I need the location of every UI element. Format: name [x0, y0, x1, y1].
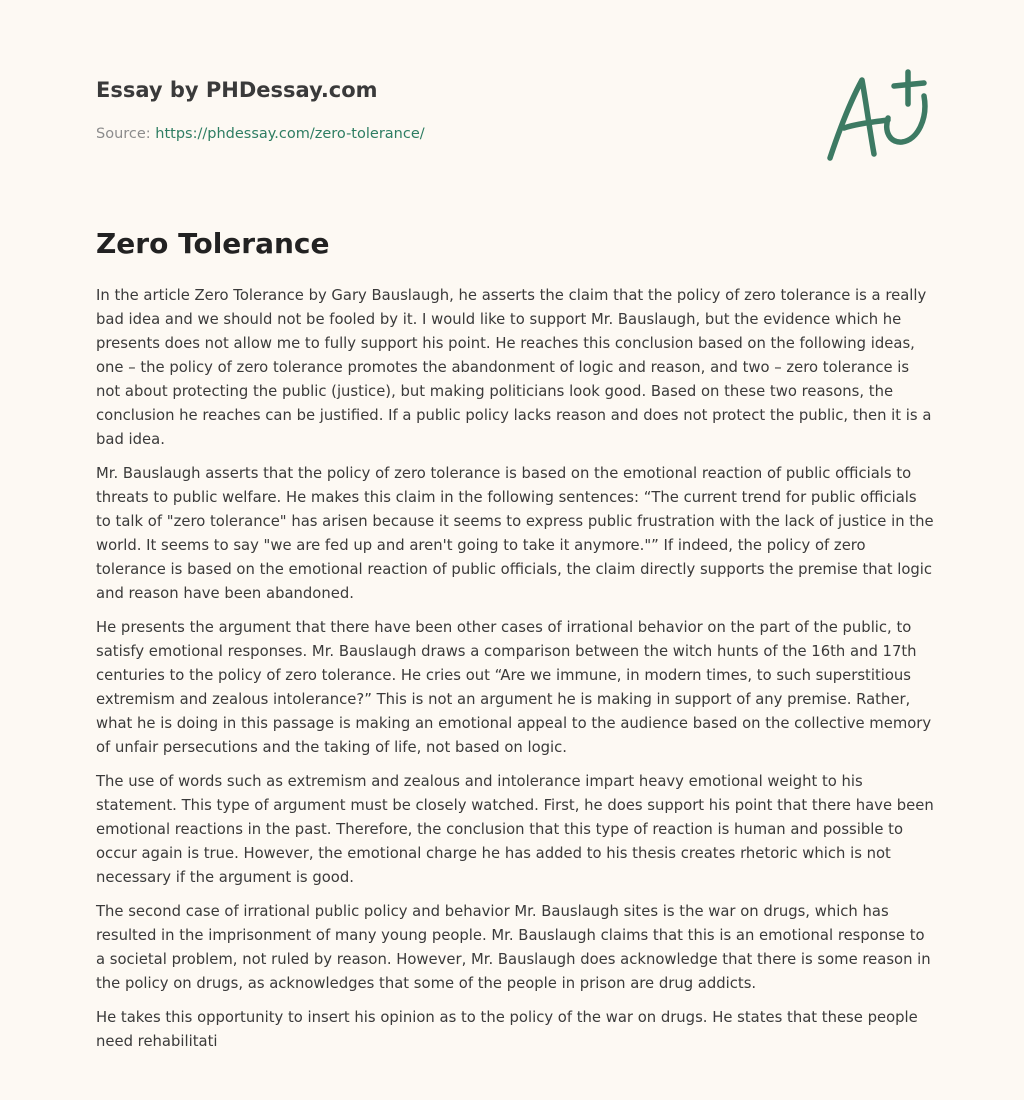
a-plus-logo-icon [820, 66, 930, 166]
source-link[interactable]: https://phdessay.com/zero-tolerance/ [155, 126, 425, 142]
paragraph: The second case of irrational public policy and behavior Mr. Bauslaugh sites is the war on drugs, which has resulted in the imprisonment of many young people. Mr. Bauslaugh claims that this is an emotional response to a societal problem, not ruled by reason. However, Mr. Bauslaugh does acknowledge that there is some reason in the policy on drugs, as acknowledges that some of the people in prison are drug addicts. [96, 903, 931, 992]
paragraph: In the article Zero Tolerance by Gary Bauslaugh, he asserts the claim that the policy of zero tolerance is a really bad idea and we should not be fooled by it. I would like to support Mr. Bauslaugh, but the evidence which he presents does not allow me to fully support his point. He reaches this conclusion based on the following ideas, one – the policy of zero tolerance promotes the abandonment of logic and reason, and two – zero tolerance is not about protecting the public (justice), but making politicians look good. Based on these two reasons, the conclusion he reaches can be justified. If a public policy lacks reason and does not protect the public, then it is a bad idea. [96, 287, 932, 448]
source-line [96, 124, 928, 144]
paragraph: The use of words such as extremism and zealous and intolerance impart heavy emotional weight to his statement. This type of argument must be closely watched. First, he does support his point that there have been emotional reactions in the past. Therefore, the conclusion that this type of reaction is human and possible to occur again is true. However, the emotional charge he has added to his thesis creates rhetoric which is not necessary if the argument is good. [96, 773, 934, 886]
paragraph: Mr. Bauslaugh asserts that the policy of zero tolerance is based on the emotional reaction of public officials to threats to public welfare. He makes this claim in the following sentences: “The current trend for public officials to talk of "zero tolerance" has arisen because it seems to express public frustration with the lack of justice in the world. It seems to say "we are fed up and aren't going to take it anymore."” If indeed, the policy of zero tolerance is based on the emotional reaction of public officials, the claim directly supports the premise that logic and reason have been abandoned. [96, 465, 934, 602]
paragraph: He takes this opportunity to insert his opinion as to the policy of the war on drugs. He states that these people need rehabilitati [96, 1009, 918, 1050]
article-body [96, 284, 934, 1064]
paragraph: He presents the argument that there have been other cases of irrational behavior on the part of the public, to satisfy emotional responses. Mr. Bauslaugh draws a comparison between the witch hunts of the 16th and 17th centuries to the policy of zero tolerance. He cries out “Are we immune, in modern times, to such superstitious extremism and zealous intolerance?” This is not an argument he is making in support of any premise. Rather, what he is doing in this passage is making an emotional appeal to the audience based on the collective memory of unfair persecutions and the taking of life, not based on logic. [96, 619, 932, 756]
source-label: Source: [96, 126, 156, 142]
article-title: Zero Tolerance [96, 227, 330, 260]
page-header [96, 72, 928, 144]
brand-title: Essay by PHDessay.com [96, 78, 378, 102]
